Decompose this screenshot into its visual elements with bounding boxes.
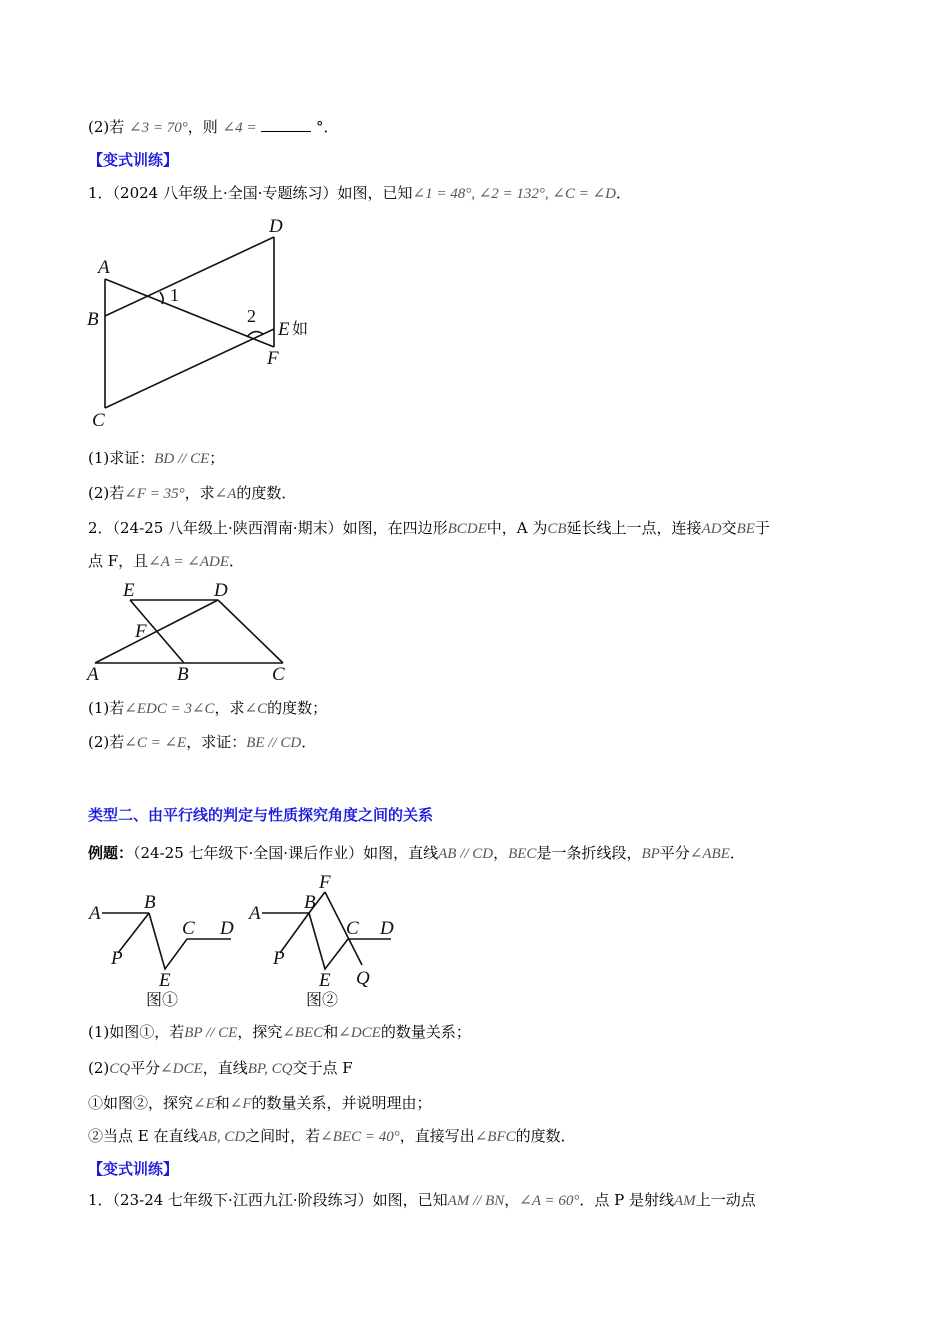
math: AB, CD (198, 1129, 246, 1145)
math: ∠4 = (222, 120, 257, 136)
text: ； (209, 449, 225, 467)
math: AD (701, 521, 722, 537)
text: ， (504, 1191, 520, 1209)
math: BD // CE (154, 451, 210, 467)
text: ． (229, 552, 245, 570)
text: 2．（24-25 八年级上·陕西渭南·期末）如图，在四边形 (88, 519, 448, 537)
math: ∠BEC (282, 1025, 324, 1041)
fig2-label-E: E (319, 970, 331, 991)
math: ∠3 = 70° (129, 120, 188, 136)
text: ，探究 (237, 1023, 283, 1041)
math: ∠DCE (338, 1025, 381, 1041)
fig1-label-A: A (89, 903, 101, 924)
figure-problem-1 (80, 210, 330, 440)
question-2-angle4 (88, 117, 339, 138)
problem-2-statement-line1 (88, 518, 770, 539)
label-D: D (269, 216, 283, 237)
text: 的数量关系； (380, 1023, 471, 1041)
math: BEC (508, 846, 537, 862)
text: ，求 (184, 484, 215, 502)
math: ∠F = 35° (124, 486, 185, 502)
text: 的度数． (236, 484, 297, 502)
text: 之间时，若 (245, 1127, 321, 1145)
text: ，直线 (202, 1059, 248, 1077)
label-C: C (92, 410, 105, 431)
variant-training-heading-2: 【变式训练】 (88, 1160, 179, 1178)
math: AM (674, 1193, 696, 1209)
text: 的度数． (515, 1127, 576, 1145)
problem-2-sub2 (88, 732, 316, 753)
problem-1-sub2 (88, 483, 296, 504)
text: °． (316, 118, 339, 136)
label-E: E (278, 319, 290, 340)
fig1-label-E: E (159, 970, 171, 991)
text: 的度数； (267, 699, 328, 717)
text: （24-25 七年级下·全国·课后作业）如图，直线 (133, 844, 439, 862)
math: CB (547, 521, 567, 537)
text: 1．（2024 八年级上·全国·专题练习）如图，已知 (88, 184, 413, 202)
label-D: D (214, 580, 228, 601)
text: 交 (721, 519, 737, 537)
text: ， (493, 844, 509, 862)
fig2-label-C: C (346, 918, 359, 939)
stray-char: 如 (292, 321, 309, 338)
label-B: B (177, 664, 189, 685)
text: 交于点 F (292, 1059, 353, 1077)
math: AM // BN (447, 1193, 505, 1209)
text: 和 (323, 1023, 339, 1041)
problem-2-sub1 (88, 698, 327, 719)
text: ． (301, 733, 317, 751)
fig2-label-D: D (380, 918, 394, 939)
text: 点 F，且 (88, 552, 149, 570)
fig1-label-D: D (220, 918, 234, 939)
fig2-label-F: F (319, 872, 331, 893)
text: (2)若 (88, 733, 125, 751)
problem-2-statement-line2 (88, 551, 244, 572)
text: ，求证： (186, 733, 247, 751)
math: BE (736, 521, 755, 537)
fig1-label-P: P (111, 948, 123, 969)
label-C: C (272, 664, 285, 685)
label-A: A (98, 257, 110, 278)
variant-2-problem-1 (88, 1190, 756, 1211)
text: ，求 (214, 699, 245, 717)
math: BP (641, 846, 660, 862)
text: (2)若 (88, 484, 125, 502)
math: ∠C (244, 701, 268, 717)
math: BE // CD (246, 735, 302, 751)
section-2-heading: 类型二、由平行线的判定与性质探究角度之间的关系 (88, 806, 434, 824)
math: ∠A (214, 486, 237, 502)
math: BP // CE (184, 1025, 238, 1041)
text: (2)若 (88, 118, 125, 136)
label-E: E (123, 580, 135, 601)
math: BP, CQ (247, 1061, 293, 1077)
text: 是一条折线段， (536, 844, 642, 862)
text: 1．（23-24 七年级下·江西九江·阶段练习）如图，已知 (88, 1191, 448, 1209)
math: ∠DCE (160, 1061, 203, 1077)
example-statement (88, 843, 745, 864)
example-q2 (88, 1058, 353, 1079)
figure-problem-2 (80, 575, 310, 690)
text: 的数量关系，并说明理由； (251, 1094, 432, 1112)
text: 平分 (659, 844, 690, 862)
example-q2-i (88, 1093, 432, 1114)
fig1-caption: 图① (146, 992, 179, 1009)
answer-blank[interactable] (261, 117, 311, 132)
text: (1)如图①，若 (88, 1023, 185, 1041)
text: 中，A 为 (486, 519, 548, 537)
example-q1 (88, 1022, 471, 1043)
label-B: B (87, 309, 99, 330)
problem-1-statement (88, 183, 631, 204)
math: ∠F (229, 1096, 252, 1112)
text: ，直接写出 (399, 1127, 475, 1145)
math: ∠ABE (689, 846, 730, 862)
text: (1)若 (88, 699, 125, 717)
problem-1-sub1 (88, 448, 224, 469)
label-A: A (87, 664, 99, 685)
fig2-label-B: B (304, 892, 316, 913)
fig2-label-P: P (273, 948, 285, 969)
variant-training-heading: 【变式训练】 (88, 151, 179, 169)
fig2-label-Q: Q (356, 968, 370, 989)
math: ∠C = ∠E (124, 735, 187, 751)
fig2-caption: 图② (306, 992, 339, 1009)
text: ． (616, 184, 632, 202)
example-q2-ii (88, 1126, 576, 1147)
text: 上一动点 (695, 1191, 756, 1209)
text: 于 (754, 519, 770, 537)
math: ∠1 = 48°, ∠2 = 132°, ∠C = ∠D (412, 186, 617, 202)
math: ∠A = ∠ADE (148, 554, 229, 570)
math: ∠E (193, 1096, 215, 1112)
text: ．点 P 是射线 (579, 1191, 675, 1209)
math: ∠BFC (474, 1129, 516, 1145)
text: ②当点 E 在直线 (88, 1127, 199, 1145)
text: ，则 (187, 118, 218, 136)
text: (2) (88, 1059, 110, 1077)
label-angle1: 1 (170, 285, 179, 305)
fig1-label-B: B (144, 892, 156, 913)
text: (1)求证： (88, 449, 155, 467)
figure-example (80, 870, 420, 1015)
text: 延长线上一点，连接 (566, 519, 702, 537)
math: ∠A = 60° (519, 1193, 580, 1209)
math: ∠EDC = 3∠C (124, 701, 215, 717)
math: AB // CD (438, 846, 494, 862)
math: CQ (109, 1061, 131, 1077)
label-F: F (135, 621, 147, 642)
math: ∠BEC = 40° (320, 1129, 400, 1145)
text: 和 (214, 1094, 230, 1112)
fig1-label-C: C (182, 918, 195, 939)
label-angle2: 2 (247, 306, 256, 326)
text: ． (729, 844, 745, 862)
text: 平分 (130, 1059, 161, 1077)
label-F: F (267, 348, 279, 369)
example-label: 例题： (88, 844, 134, 862)
text: ①如图②，探究 (88, 1094, 194, 1112)
fig2-label-A: A (249, 903, 261, 924)
math: BCDE (447, 521, 487, 537)
